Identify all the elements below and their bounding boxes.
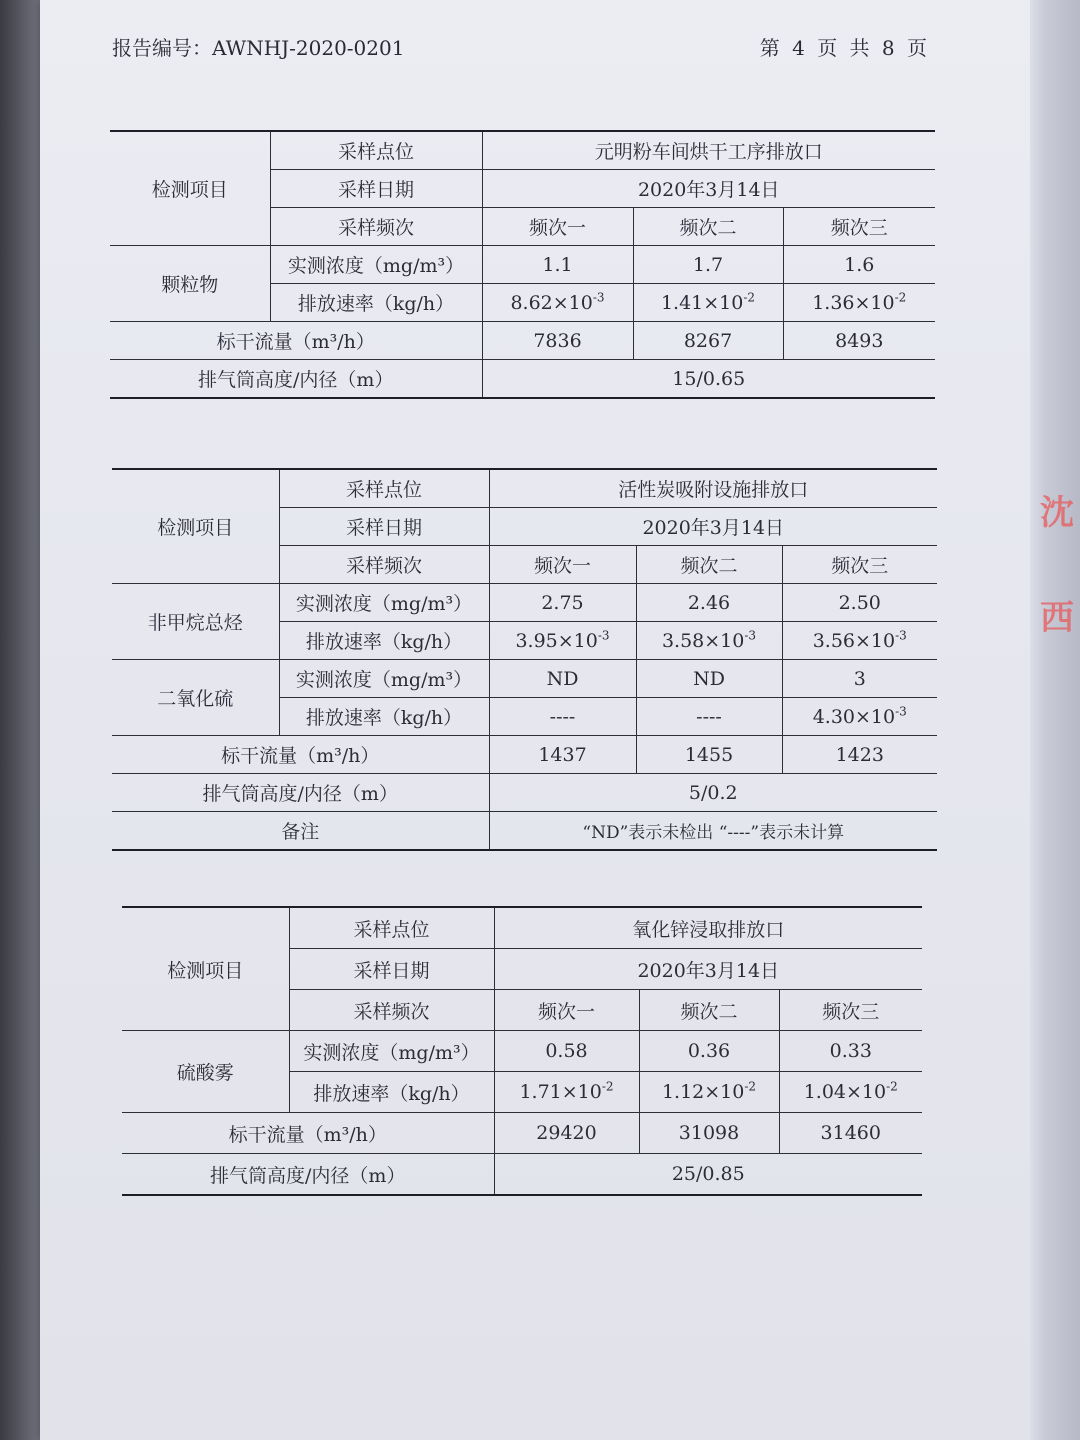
rate-mantissa: 1.04×10 [803, 1081, 887, 1103]
freq-2: 频次二 [636, 546, 782, 584]
freq-1: 频次一 [494, 990, 639, 1031]
rate-exponent: -2 [894, 290, 907, 305]
flow-label: 标干流量（m³/h） [112, 736, 489, 774]
stack-label: 排气筒高度/内径（m） [112, 774, 489, 812]
page-header [112, 32, 930, 61]
conc-value: 2.75 [489, 584, 636, 622]
flow-label: 标干流量（m³/h） [110, 322, 482, 360]
stack-value: 15/0.65 [482, 360, 935, 399]
conc-value: 2.50 [782, 584, 937, 622]
flow-value: 1423 [782, 736, 937, 774]
conc-value: 1.7 [633, 246, 783, 284]
rate-mantissa: ---- [549, 705, 576, 728]
rate-exponent: -3 [744, 628, 757, 643]
conc-value: 1.6 [783, 246, 935, 284]
item-header: 检测项目 [112, 469, 279, 584]
conc-label: 实测浓度（mg/m³） [270, 246, 482, 284]
rate-mantissa: 3.58×10 [661, 629, 745, 652]
item-header: 检测项目 [110, 131, 270, 246]
page-edge-shadow [1030, 0, 1080, 1440]
point-label: 采样点位 [289, 907, 494, 949]
date-label: 采样日期 [289, 949, 494, 990]
rate-exponent: -2 [744, 1079, 757, 1094]
freq-1: 频次一 [482, 208, 633, 246]
rate-value [489, 698, 636, 736]
stack-value: 25/0.85 [494, 1154, 922, 1196]
rate-value [494, 1072, 639, 1113]
conc-value: 2.46 [636, 584, 782, 622]
rate-value [636, 622, 782, 660]
rate-value [783, 284, 935, 322]
freq-label: 采样频次 [270, 208, 482, 246]
flow-value: 29420 [494, 1113, 639, 1154]
rate-mantissa: 4.30×10 [812, 705, 896, 728]
point-value: 元明粉车间烘干工序排放口 [482, 131, 935, 170]
item-header: 检测项目 [122, 907, 289, 1031]
conc-value: 0.33 [779, 1031, 922, 1072]
conc-value: 3 [782, 660, 937, 698]
note-value: “ND”表示未检出 “----”表示未计算 [489, 812, 937, 851]
freq-label: 采样频次 [279, 546, 489, 584]
rate-label: 排放速率（kg/h） [279, 622, 489, 660]
date-label: 采样日期 [270, 170, 482, 208]
rate-value [633, 284, 783, 322]
rate-label: 排放速率（kg/h） [289, 1072, 494, 1113]
flow-value: 8267 [633, 322, 783, 360]
flow-value: 31098 [639, 1113, 779, 1154]
stamp-fragment: 西 [1040, 598, 1074, 638]
conc-value: ND [489, 660, 636, 698]
point-value: 活性炭吸附设施排放口 [489, 469, 937, 508]
freq-3: 频次三 [782, 546, 937, 584]
conc-value: 1.1 [482, 246, 633, 284]
point-label: 采样点位 [270, 131, 482, 170]
rate-exponent: -3 [592, 290, 605, 305]
conc-label: 实测浓度（mg/m³） [279, 660, 489, 698]
rate-exponent: -2 [601, 1079, 614, 1094]
monitoring-table-3 [122, 906, 922, 1196]
point-value: 氧化锌浸取排放口 [494, 907, 922, 949]
rate-value [782, 698, 937, 736]
conc-value: 0.36 [639, 1031, 779, 1072]
rate-exponent: -3 [597, 628, 610, 643]
flow-value: 7836 [482, 322, 633, 360]
rate-mantissa: 1.12×10 [661, 1081, 745, 1103]
date-value: 2020年3月14日 [482, 170, 935, 208]
flow-value: 1437 [489, 736, 636, 774]
rate-value [779, 1072, 922, 1113]
monitoring-table-1 [110, 130, 935, 399]
rate-exponent: -2 [743, 290, 756, 305]
rate-value [482, 284, 633, 322]
note-label: 备注 [112, 812, 489, 851]
flow-label: 标干流量（m³/h） [122, 1113, 494, 1154]
freq-1: 频次一 [489, 546, 636, 584]
flow-value: 1455 [636, 736, 782, 774]
pollutant-name: 颗粒物 [110, 246, 270, 322]
stamp-fragment: 沈 [1040, 493, 1074, 533]
rate-value [782, 622, 937, 660]
freq-2: 频次二 [639, 990, 779, 1031]
rate-value [639, 1072, 779, 1113]
rate-mantissa: 3.95×10 [515, 629, 598, 652]
conc-value: ND [636, 660, 782, 698]
report-number: 报告编号：AWNHJ-2020-0201 [112, 36, 405, 60]
date-value: 2020年3月14日 [494, 949, 922, 990]
monitoring-table-2 [112, 468, 937, 851]
pollutant-name: 二氧化硫 [112, 660, 279, 736]
pollutant-name: 硫酸雾 [122, 1031, 289, 1113]
rate-mantissa: 1.36×10 [812, 291, 895, 314]
conc-label: 实测浓度（mg/m³） [289, 1031, 494, 1072]
rate-mantissa: 1.71×10 [519, 1081, 602, 1103]
stack-label: 排气筒高度/内径（m） [122, 1154, 494, 1196]
freq-2: 频次二 [633, 208, 783, 246]
date-label: 采样日期 [279, 508, 489, 546]
rate-label: 排放速率（kg/h） [279, 698, 489, 736]
rate-exponent: -3 [895, 704, 907, 719]
rate-exponent: -2 [886, 1079, 898, 1094]
stack-value: 5/0.2 [489, 774, 937, 812]
freq-3: 频次三 [779, 990, 922, 1031]
conc-value: 0.58 [494, 1031, 639, 1072]
rate-mantissa: 8.62×10 [510, 291, 593, 314]
freq-3: 频次三 [783, 208, 935, 246]
rate-exponent: -3 [895, 628, 907, 643]
flow-value: 31460 [779, 1113, 922, 1154]
date-value: 2020年3月14日 [489, 508, 937, 546]
conc-label: 实测浓度（mg/m³） [279, 584, 489, 622]
point-label: 采样点位 [279, 469, 489, 508]
report-page [40, 0, 1040, 1440]
rate-mantissa: ---- [696, 705, 722, 728]
rate-value [489, 622, 636, 660]
rate-mantissa: 1.41×10 [660, 291, 744, 314]
flow-value: 8493 [783, 322, 935, 360]
rate-mantissa: 3.56×10 [812, 629, 896, 652]
page-number: 第 4 页 共 8 页 [759, 36, 930, 60]
rate-value [636, 698, 782, 736]
pollutant-name: 非甲烷总烃 [112, 584, 279, 660]
rate-label: 排放速率（kg/h） [270, 284, 482, 322]
freq-label: 采样频次 [289, 990, 494, 1031]
stack-label: 排气筒高度/内径（m） [110, 360, 482, 399]
